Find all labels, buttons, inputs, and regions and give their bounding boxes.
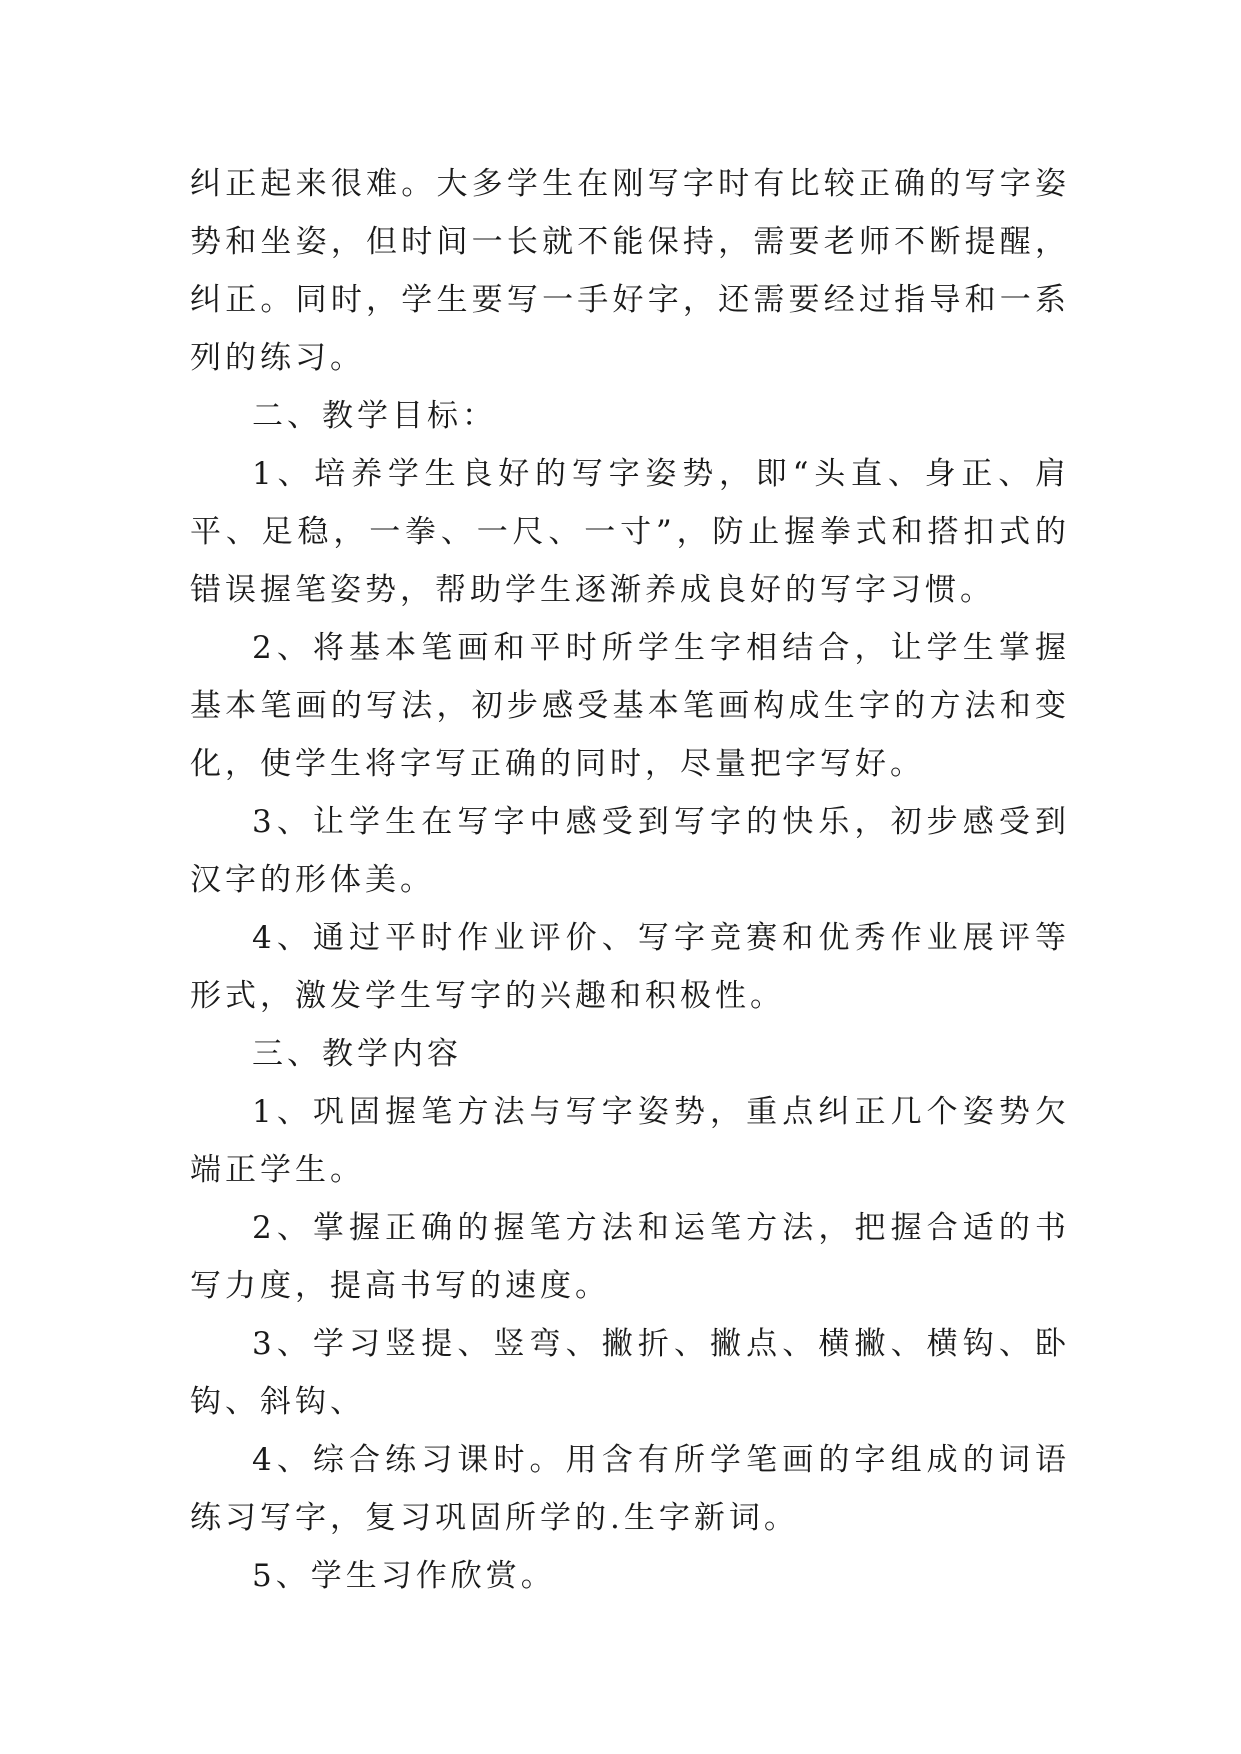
document-body <box>190 155 1070 1605</box>
content-item-5: 5、学生习作欣赏。 <box>252 1558 556 1594</box>
content-item-4: 4、综合练习课时。用含有所学笔画的字组成的词语练习写字，复习巩固所学的.生字新词。 <box>190 1442 1070 1536</box>
content-item-2: 2、掌握正确的握笔方法和运笔方法，把握合适的书写力度，提高书写的速度。 <box>190 1210 1070 1304</box>
goal-item-3: 3、让学生在写字中感受到写字的快乐，初步感受到汉字的形体美。 <box>190 804 1070 898</box>
goal-item-4: 4、通过平时作业评价、写字竞赛和优秀作业展评等形式，激发学生写字的兴趣和积极性。 <box>190 920 1070 1014</box>
heading-teaching-goals: 二、教学目标： <box>252 398 497 434</box>
content-item-3: 3、学习竖提、竖弯、撇折、撇点、横撇、横钩、卧钩、斜钩、 <box>190 1326 1070 1420</box>
goal-item-1: 1、培养学生良好的写字姿势，即“头直、身正、肩平、足稳，一拳、一尺、一寸”，防止握拳式和搭扣式的错误握笔姿势，帮助学生逐渐养成良好的写字习惯。 <box>190 456 1070 608</box>
goal-item-2: 2、将基本笔画和平时所学生字相结合，让学生掌握基本笔画的写法，初步感受基本笔画构成生字的方法和变化，使学生将字写正确的同时，尽量把字写好。 <box>190 630 1070 782</box>
content-item-1: 1、巩固握笔方法与写字姿势，重点纠正几个姿势欠端正学生。 <box>190 1094 1070 1188</box>
heading-teaching-content: 三、教学内容 <box>252 1036 462 1072</box>
paragraph-continuation: 纠正起来很难。大多学生在刚写字时有比较正确的写字姿势和坐姿，但时间一长就不能保持，需要老师不断提醒，纠正。同时，学生要写一手好字，还需要经过指导和一系列的练习。 <box>190 166 1070 376</box>
